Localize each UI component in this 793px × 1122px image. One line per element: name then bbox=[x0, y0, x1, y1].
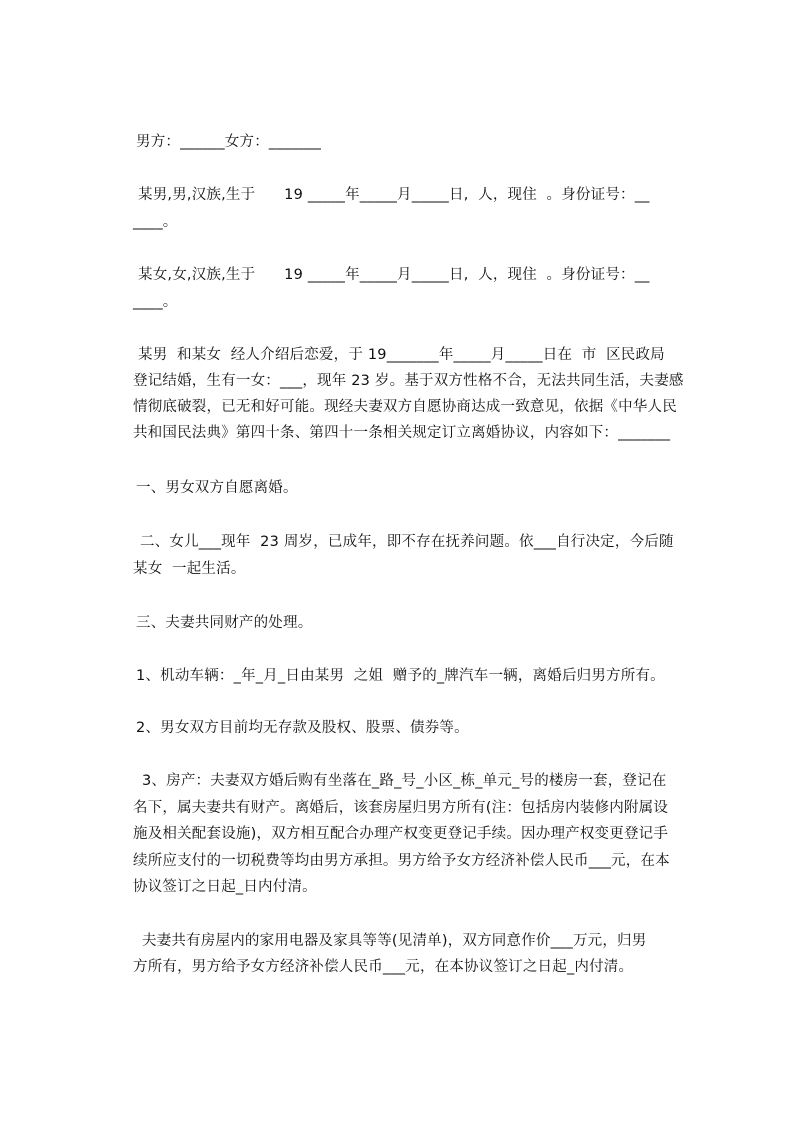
text-line: 某女,女,汉族,生于 19 _____年_____月_____日, 人，现住 。身份证号：__ bbox=[138, 267, 650, 283]
text-line: 名下，属夫妻共有财产。离婚后，该套房屋归男方所有(注：包括房内装修内附属设 bbox=[133, 800, 669, 816]
text-line: 共和国民法典》第四十条、第四十一条相关规定订立离婚协议，内容如下：_______ bbox=[133, 425, 671, 441]
text-line: 一、男女双方自愿离婚。 bbox=[136, 480, 298, 496]
text-line: 方所有，男方给予女方经济补偿人民币___元，在本协议签订之日起_内付清。 bbox=[133, 959, 634, 975]
text-line: 情彻底破裂，已无和好可能。现经夫妻双方自愿协商达成一致意见，依据《中华人民 bbox=[133, 399, 677, 415]
text-line: 三、夫妻共同财产的处理。 bbox=[136, 615, 313, 631]
text-line: 2、男女双方目前均无存款及股权、股票、债券等。 bbox=[136, 720, 469, 736]
text-line: 夫妻共有房屋内的家用电器及家具等等(见清单)，双方同意作价___万元，归男 bbox=[142, 933, 647, 949]
text-line: 协议签订之日起_日内付清。 bbox=[133, 879, 317, 895]
text-line: 男方：______女方：_______ bbox=[136, 134, 322, 150]
text-line: 二、女儿___现年 23 周岁，已成年，即不存在抚养问题。依___自行决定，今后随 bbox=[140, 534, 674, 550]
text-line: 某男,男,汉族,生于 19 _____年_____月_____日, 人，现住 。身份证号：__ bbox=[138, 187, 650, 203]
text-line: 某女 一起生活。 bbox=[133, 561, 246, 577]
text-line: 某男 和某女 经人介绍后恋爱，于 19_______年_____月_____日在 市 区民政局 bbox=[138, 347, 665, 363]
text-line: 施及相关配套设施)，双方相互配合办理产权变更登记手续。因办理产权变更登记手 bbox=[133, 826, 669, 842]
text-line: 1、机动车辆：_年_月_日由某男 之姐 赠予的_牌汽车一辆，离婚后归男方所有。 bbox=[136, 668, 665, 684]
text-line: 登记结婚，生有一女：___，现年 23 岁。基于双方性格不合，无法共同生活，夫妻感 bbox=[133, 373, 684, 389]
text-line: ____。 bbox=[133, 214, 178, 230]
text-line: 续所应支付的一切税费等均由男方承担。男方给予女方经济补偿人民币___元，在本 bbox=[133, 853, 670, 869]
text-line: 3、房产：夫妻双方婚后购有坐落在_路_号_小区_栋_单元_号的楼房一套，登记在 bbox=[142, 773, 667, 789]
text-line: ____。 bbox=[133, 294, 178, 310]
